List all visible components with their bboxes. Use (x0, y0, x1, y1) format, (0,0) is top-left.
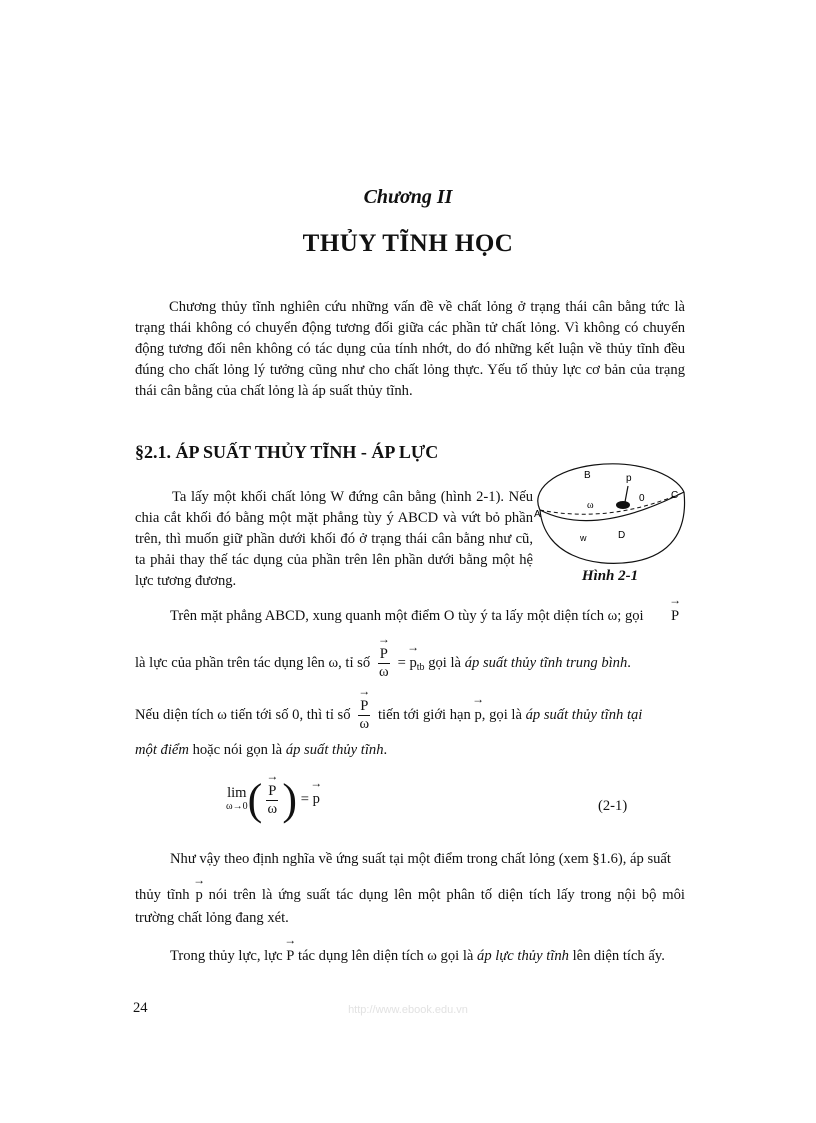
vector-P-inline (671, 608, 679, 625)
para4-force-symbol: → P (286, 948, 294, 965)
equation-lim-subscript: ω→0 (226, 801, 248, 812)
section-heading: §2.1. ÁP SUẤT THỦY TĨNH - ÁP LỰC (135, 442, 439, 462)
figure-upper-arc (538, 464, 684, 510)
equation-denominator: ω (267, 800, 278, 817)
figure-section-plane-front (540, 492, 684, 521)
mean-pressure-symbol: → p (409, 655, 416, 672)
figure-caption: Hình 2-1 (581, 568, 639, 584)
page-number: 24 (133, 1000, 148, 1016)
para3-line3: trường chất lỏng đang xét. (135, 910, 289, 926)
equation-lim-text: lim (227, 785, 247, 801)
para3-line2 (135, 885, 685, 906)
term-hydrostatic-force: áp lực thủy tĩnh (477, 948, 569, 964)
para4-c: lên diện tích ấy. (572, 948, 665, 964)
para4-line (170, 948, 665, 965)
para2-line3-b: tiến tới giới hạn (377, 706, 471, 723)
footer-watermark-url: http://www.ebook.edu.vn (348, 1004, 468, 1016)
equation-2-1 (226, 775, 320, 824)
chapter-title: THỦY TĨNH HỌC (302, 230, 514, 257)
figure-label-p: p (626, 473, 632, 484)
intro-paragraph: Chương thủy tĩnh nghiên cứu những vấn đề về chất lỏng ở trạng thái cân bằng tức là trạng thái không có chuyển động tương đối giữa các phần tử chất lỏng. Vì không có chuyển động tương đối nên không có tác dụng của tính nhớt, do đó những kết luận về thủy tĩnh đều đúng cho chất lỏng lý tưởng cũng như cho chất lỏng thực. Yếu tố thủy lực cơ bản của trạng thái cân bằng của chất lỏng là áp suất thủy tĩnh. (135, 299, 685, 399)
figure-lower-body (540, 492, 685, 563)
equation-left-paren: ( (247, 775, 263, 824)
equation-right-paren: ) (282, 775, 298, 824)
para3-pressure-symbol: → p (195, 885, 202, 906)
figure-point-o (616, 501, 630, 509)
vector-P-symbol: → P (671, 608, 679, 625)
para2-line2 (135, 646, 631, 681)
ratio2-numerator: → P (360, 698, 368, 715)
equation-numerator: → P (268, 783, 276, 800)
para2-line3 (135, 698, 642, 733)
term-point-pressure-cont: một điểm (135, 742, 189, 758)
figure-label-c: C (671, 490, 679, 501)
para2-line2-a: là lực của phần trên tác dụng lên ω, tỉ số (135, 654, 371, 671)
equation-limit (226, 786, 248, 814)
para2-line2-b: gọi là (428, 654, 462, 671)
equation-rhs: → p (313, 791, 320, 808)
equation-fraction (266, 783, 278, 818)
point-pressure-symbol: → p (475, 707, 482, 724)
para2-line1 (170, 608, 644, 625)
ratio-P-over-omega-2 (358, 698, 370, 733)
figure-force-arrow (625, 486, 628, 502)
ratio-P-over-omega (378, 646, 390, 681)
para3-line2-a: thủy tĩnh (135, 887, 190, 903)
para2-line3-a: Nếu diện tích ω tiến tới số 0, thì tỉ số (135, 706, 351, 723)
para2-line2-end: . (627, 654, 631, 671)
para2-line1-text: Trên mặt phẳng ABCD, xung quanh một điểm O tùy ý ta lấy một diện tích ω; gọi (170, 608, 644, 624)
figure-section-plane-back (540, 492, 684, 514)
figure-label-omega: ω (587, 500, 594, 511)
chapter-heading: Chương II (363, 186, 453, 208)
para2-line4-end: . (383, 742, 388, 758)
equation-number: (2-1) (598, 798, 628, 814)
mean-pressure-subscript: tb (416, 661, 425, 673)
para2-line4-b: hoặc nói gọn là (192, 742, 283, 758)
ratio-equals: = (397, 654, 406, 671)
para4-b: tác dụng lên diện tích ω gọi là (298, 948, 474, 964)
term-point-pressure: áp suất thủy tĩnh tại (525, 706, 643, 723)
term-hydrostatic-pressure: áp suất thủy tĩnh (285, 742, 384, 758)
para2-line3-c: , gọi là (481, 706, 522, 723)
para2-line4 (135, 742, 387, 759)
para4-a: Trong thủy lực, lực (170, 948, 283, 964)
figure-label-b: B (584, 470, 591, 481)
para3-line1: Như vậy theo định nghĩa về ứng suất tại một điểm trong chất lỏng (xem §1.6), áp suất (170, 851, 671, 867)
equation-equals: = (300, 791, 309, 808)
ratio-numerator: → P (380, 646, 388, 663)
term-mean-pressure: áp suất thủy tĩnh trung bình (464, 654, 628, 671)
paragraph-fluid-body: Ta lấy một khối chất lỏng W đứng cân bằng (hình 2-1). Nếu chia cắt khối đó bằng một mặt phẳng tùy ý ABCD và vứt bỏ phần trên, thì muốn giữ phần dưới khối đó ở trạng thái cân bằng như cũ, ta phải thay thế tác dụng của phần trên lên phần dưới bằng một hệ lực tương đương. (135, 489, 533, 589)
figure-label-d: D (618, 530, 626, 541)
figure-label-a: A (534, 509, 541, 520)
ratio2-denominator: ω (359, 716, 370, 732)
figure-label-zero: 0 (639, 493, 645, 504)
ratio-denominator: ω (379, 664, 389, 680)
figure-fluid-body (532, 460, 692, 570)
figure-label-w: w (580, 533, 587, 543)
para3-line2-b: nói trên là ứng suất tác dụng lên một phân tố diện tích lấy trong nội bộ môi (208, 887, 685, 903)
